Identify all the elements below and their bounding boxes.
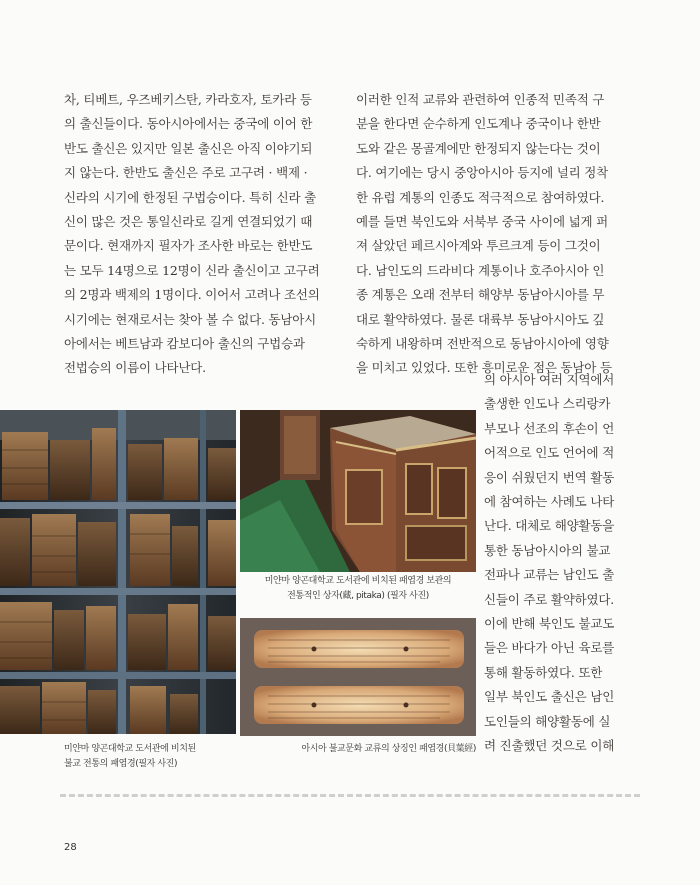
caption-line: 전통적인 상자(藏, pitaka) (필자 사진) — [287, 591, 429, 601]
text-line: 는 모두 14명으로 12명이 신라 출신이고 고구려 — [64, 262, 320, 278]
article-column-left — [64, 88, 326, 381]
text-line: 신들이 주로 활약하였다. — [484, 591, 615, 607]
photo-palm-leaf-manuscript — [240, 618, 476, 736]
text-line: 신이 많은 것은 통일신라로 길게 연결되었기 때 — [64, 214, 313, 230]
text-line: 져 살았던 페르시아계와 투르크계 등이 그것이 — [356, 238, 601, 254]
text-line: 부모나 선조의 후손이 언 — [484, 420, 615, 436]
text-line: 이러한 인적 교류와 관련하여 인종적 민족적 구 — [356, 92, 605, 107]
text-line: 난다. 대체로 해양활동을 — [484, 518, 615, 534]
photo-caption-shelves — [64, 742, 244, 772]
text-line: 다. 여기에는 당시 중앙아시아 등지에 널리 정착 — [356, 165, 609, 181]
article-column-narrow — [484, 368, 620, 759]
photo-caption-leaf — [240, 742, 476, 757]
text-line: 응이 쉬웠던지 번역 활동 — [484, 469, 615, 485]
text-line: 시기에는 현재로서는 찾아 볼 수 없다. 동남아시 — [64, 311, 317, 327]
text-line: 의 출신들이다. 동아시아에서는 중국에 이어 한 — [64, 116, 313, 132]
photo-caption-box — [240, 574, 476, 604]
page-divider — [60, 794, 640, 797]
text-line: 차, 티베트, 우즈베키스탄, 카라호자, 토카라 등 — [64, 92, 312, 107]
text-line: 을 미치고 있었다. 또한 흥미로운 점은 동남아 등 — [356, 360, 612, 376]
text-line: 문이다. 현재까지 필자가 조사한 바로는 한반도 — [64, 238, 313, 254]
text-line: 다. 남인도의 드라비다 계통이나 호주아시아 인 — [356, 262, 605, 278]
text-line: 의 아시아 여러 지역에서 — [484, 372, 615, 387]
text-line: 의 2명과 백제의 1명이다. 이어서 고려나 조선의 — [64, 287, 320, 303]
article-column-right — [356, 88, 620, 381]
text-line: 에 참여하는 사례도 나타 — [484, 494, 615, 510]
text-line: 이에 반해 북인도 불교도 — [484, 616, 615, 632]
caption-line: 미얀마 양곤대학교 도서관에 비치된 — [64, 744, 196, 754]
text-line: 지 않는다. 한반도 출신은 주로 고구려 · 백제 · — [64, 165, 308, 181]
text-line: 대로 활약하였다. 물론 대륙부 동남아시아도 깊 — [356, 311, 605, 327]
caption-line: 불교 전통의 패엽경(필자 사진) — [64, 759, 178, 769]
text-line: 숙하게 내왕하며 전반적으로 동남아시아에 영향 — [356, 336, 609, 352]
text-line: 도인들의 해양활동에 실 — [484, 713, 611, 729]
text-line: 전법승의 이름이 나타난다. — [64, 360, 206, 376]
text-line: 반도 출신은 있지만 일본 출신은 아직 이야기되 — [64, 140, 313, 156]
text-line: 신라의 시기에 한정된 구법승이다. 특히 신라 출 — [64, 189, 317, 205]
text-line: 들은 바다가 아닌 육로를 — [484, 640, 615, 656]
text-line: 통한 동남아시아의 불교 — [484, 542, 611, 558]
caption-line: 아시아 불교문화 교류의 상징인 패엽경(貝葉經) — [301, 744, 476, 754]
caption-line: 미얀마 양곤대학교 도서관에 비치된 패엽경 보관의 — [264, 576, 452, 586]
text-line: 어적으로 인도 언어에 적 — [484, 445, 615, 461]
text-line: 예를 들면 북인도와 서북부 중국 사이에 넓게 퍼 — [356, 214, 609, 230]
photo-library-shelves — [0, 410, 236, 734]
text-line: 분을 한다면 순수하게 인도계나 중국이나 한반 — [356, 116, 601, 132]
text-line: 일부 북인도 출신은 남인 — [484, 689, 615, 705]
text-line: 통해 활동하였다. 또한 — [484, 664, 603, 680]
text-line: 한 유럽 계통의 인종도 적극적으로 참여하였다. — [356, 189, 605, 205]
text-line: 전파나 교류는 남인도 출 — [484, 567, 615, 583]
photo-pitaka-box — [240, 410, 476, 572]
text-line: 아에서는 베트남과 캄보디아 출신의 구법승과 — [64, 336, 305, 352]
page-number: 28 — [64, 842, 77, 853]
text-line: 도와 같은 몽골계에만 한정되지 않는다는 것이 — [356, 140, 601, 156]
text-line: 려 진출했던 것으로 이해 — [484, 738, 615, 754]
text-line: 출생한 인도나 스리랑카 — [484, 396, 611, 412]
text-line: 종 계통은 오래 전부터 해양부 동남아시아를 무 — [356, 287, 605, 303]
